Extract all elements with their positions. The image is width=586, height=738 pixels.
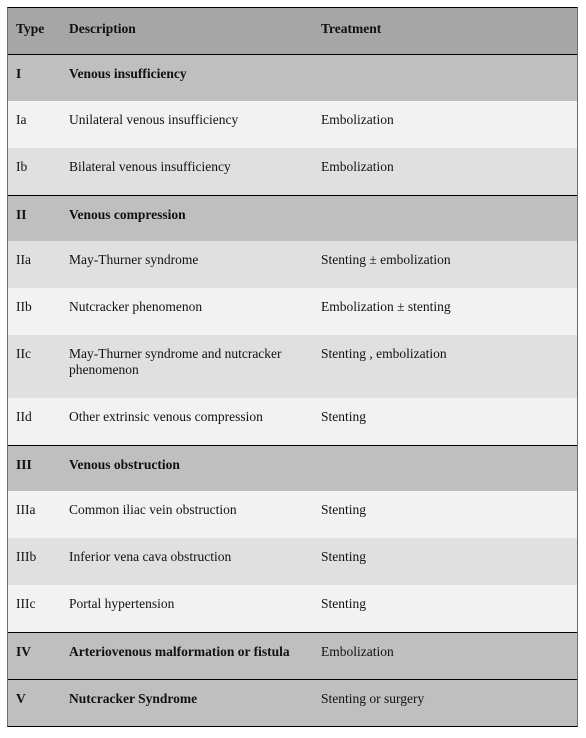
table-row <box>8 538 577 585</box>
header-description: Description <box>69 21 136 36</box>
type-cell: Ib <box>16 159 28 174</box>
description-cell: Bilateral venous insufficiency <box>69 159 231 174</box>
treatment-cell <box>313 55 575 101</box>
treatment-cell: Stenting <box>321 409 367 424</box>
table-row <box>8 148 577 195</box>
description-cell: May-Thurner syndrome <box>69 252 199 267</box>
type-cell: IIc <box>16 346 31 361</box>
table-row <box>8 335 577 398</box>
type-cell: III <box>16 457 32 472</box>
type-cell: IId <box>16 409 32 424</box>
table-group-row <box>8 632 577 679</box>
type-cell: IIIa <box>16 502 36 517</box>
type-cell: IIIc <box>16 596 36 611</box>
table-row <box>8 398 577 445</box>
table-row <box>8 241 577 288</box>
type-cell: IV <box>16 644 32 659</box>
description-cell: Other extrinsic venous compression <box>69 409 263 424</box>
table-row <box>8 288 577 335</box>
description-cell: Venous insufficiency <box>69 66 187 81</box>
treatment-cell <box>313 446 575 491</box>
treatment-cell: Embolization <box>321 112 394 127</box>
table-group-row <box>8 195 577 241</box>
type-cell: I <box>16 66 22 81</box>
table-row <box>8 491 577 538</box>
description-cell: Unilateral venous insufficiency <box>69 112 239 127</box>
description-cell: Nutcracker phenomenon <box>69 299 203 314</box>
table-row <box>8 585 577 632</box>
treatment-cell: Stenting ± embolization <box>321 252 451 267</box>
type-cell: IIIb <box>16 549 37 564</box>
table-header-row <box>8 8 577 55</box>
table-group-row <box>8 55 577 101</box>
type-cell: Ia <box>16 112 27 127</box>
treatment-cell: Embolization ± stenting <box>321 299 451 314</box>
description-cell: Arteriovenous malformation or fistula <box>69 644 290 659</box>
description-cell: Nutcracker Syndrome <box>69 691 198 706</box>
treatment-cell: Embolization <box>321 644 394 659</box>
description-cell: Venous compression <box>69 207 186 222</box>
header-type: Type <box>16 21 45 36</box>
treatment-cell: Stenting <box>321 549 367 564</box>
header-treatment: Treatment <box>321 21 382 36</box>
classification-table <box>7 7 578 727</box>
treatment-cell: Stenting , embolization <box>321 346 447 361</box>
description-cell: Venous obstruction <box>69 457 180 472</box>
description-cell: Common iliac vein obstruction <box>69 502 237 517</box>
type-cell: IIa <box>16 252 31 267</box>
description-cell: May-Thurner syndrome and nutcracker phenomenon <box>69 346 282 377</box>
type-cell: V <box>16 691 26 706</box>
type-cell: IIb <box>16 299 32 314</box>
table-group-row <box>8 679 577 726</box>
treatment-cell <box>313 196 575 241</box>
treatment-cell: Stenting <box>321 596 367 611</box>
treatment-cell: Embolization <box>321 159 394 174</box>
table-group-row <box>8 445 577 491</box>
description-cell: Portal hypertension <box>69 596 175 611</box>
treatment-cell: Stenting <box>321 502 367 517</box>
treatment-cell: Stenting or surgery <box>321 691 425 706</box>
type-cell: II <box>16 207 27 222</box>
table-row <box>8 101 577 148</box>
description-cell: Inferior vena cava obstruction <box>69 549 232 564</box>
